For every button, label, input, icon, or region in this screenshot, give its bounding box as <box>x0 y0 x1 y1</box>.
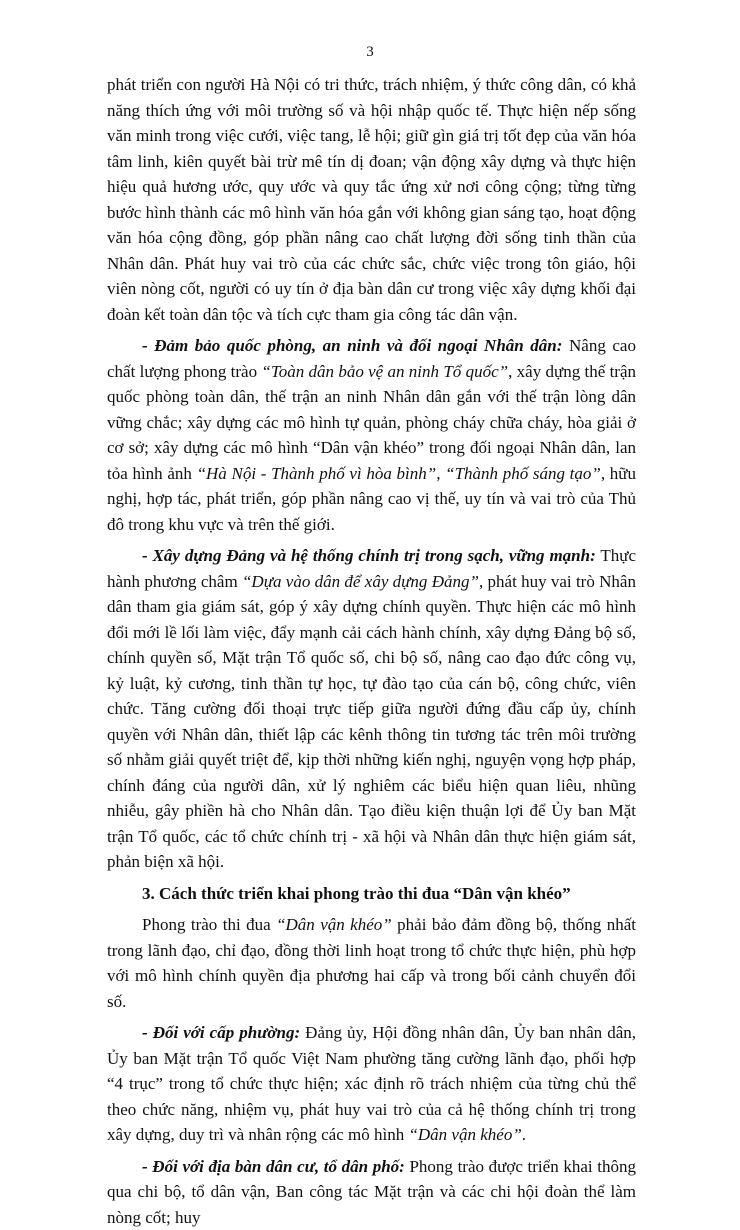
paragraph-lead: - Xây dựng Đảng và hệ thống chính trị trong sạch, vững mạnh: <box>142 546 596 565</box>
paragraph-lead: - Đảm bảo quốc phòng, an ninh và đối ngoại Nhân dân: <box>142 336 562 355</box>
paragraph-text: Phong trào thi đua <box>142 915 276 934</box>
quoted-slogan: “Dân vận khéo” <box>276 915 392 934</box>
paragraph-residential-area <box>107 1154 636 1230</box>
page-number: 3 <box>0 43 740 61</box>
paragraph-text: Nâng cao chất lượng phong trào <box>107 336 636 381</box>
paragraph-party-building <box>107 543 636 875</box>
paragraph-text: , <box>436 464 445 483</box>
paragraph-lead: - Đối với cấp phường: <box>142 1023 300 1042</box>
paragraph-lead: - Đối với địa bàn dân cư, tổ dân phố: <box>142 1157 405 1176</box>
document-body <box>107 72 636 1230</box>
quoted-slogan: “Dân vận khéo” <box>408 1125 521 1144</box>
quoted-slogan: “Hà Nội - Thành phố vì hòa bình” <box>197 464 437 483</box>
section-heading: 3. Cách thức triển khai phong trào thi đua “Dân vận khéo” <box>107 881 636 907</box>
paragraph-ward-level <box>107 1020 636 1148</box>
paragraph-text: , hữu nghị, hợp tác, phát triển, góp phần nâng cao vị thế, uy tín và vai trò của Thủ đô trong khu vực và trên thế giới. <box>107 464 636 534</box>
paragraph-text: phải bảo đảm đồng bộ, thống nhất trong lãnh đạo, chỉ đạo, đồng thời linh hoạt trong tổ chức thực hiện, phù hợp với mô hình chính quyền địa phương hai cấp và trong bối cảnh chuyển đổi số. <box>107 915 636 1011</box>
quoted-slogan: “Thành phố sáng tạo” <box>445 464 601 483</box>
paragraph-implementation <box>107 912 636 1014</box>
paragraph-text: . <box>522 1125 526 1144</box>
paragraph-text: Đảng ủy, Hội đồng nhân dân, Ủy ban nhân dân, Ủy ban Mặt trận Tổ quốc Việt Nam phường tăng cường lãnh đạo, phối hợp “4 trục” trong tổ chức thực hiện; xác định rõ trách nhiệm của từng chủ thể theo chức năng, nhiệm vụ, phát huy vai trò của cả hệ thống chính trị trong xây dựng, duy trì và nhân rộng các mô hình <box>107 1023 636 1144</box>
paragraph-text: Phong trào được triển khai thông qua chi bộ, tổ dân vận, Ban công tác Mặt trận và các chi hội đoàn thể làm nòng cốt; huy <box>107 1157 636 1227</box>
quoted-slogan: “Toàn dân bảo vệ an ninh Tổ quốc” <box>261 362 508 381</box>
paragraph-defense-security <box>107 333 636 537</box>
paragraph-text: Thực hành phương châm <box>107 546 636 591</box>
quoted-slogan: “Dựa vào dân để xây dựng Đảng” <box>242 572 479 591</box>
paragraph-text: , xây dựng thế trận quốc phòng toàn dân, thế trận an ninh Nhân dân gắn với thế trận lòng dân vững chắc; xây dựng các mô hình tự quản, phòng cháy chữa cháy, hòa giải ở cơ sở; xây dựng các mô hình “Dân vận khéo” trong đối ngoại Nhân dân, lan tỏa hình ảnh <box>107 362 636 483</box>
paragraph-text: , phát huy vai trò Nhân dân tham gia giám sát, góp ý xây dựng chính quyền. Thực hiện các mô hình đổi mới lề lối làm việc, đẩy mạnh cải cách hành chính, xây dựng Đảng bộ số, chính quyền số, Mặt trận Tổ quốc số, chi bộ số, nâng cao đạo đức công vụ, kỷ luật, kỷ cương, tinh thần tự học, tự đào tạo của cán bộ, công chức, viên chức. Tăng cường đối thoại trực tiếp giữa người đứng đầu cấp ủy, chính quyền với Nhân dân, thiết lập các kênh thông tin tương tác trên môi trường số nhằm giải quyết triệt để, kịp thời những kiến nghị, nguyện vọng hợp pháp, chính đáng của người dân, xử lý nghiêm các biểu hiện quan liêu, nhũng nhiễu, gây phiền hà cho Nhân dân. Tạo điều kiện thuận lợi để Ủy ban Mặt trận Tổ quốc, các tổ chức chính trị - xã hội và Nhân dân thực hiện giám sát, phản biện xã hội. <box>107 572 636 872</box>
paragraph-culture: phát triển con người Hà Nội có tri thức, trách nhiệm, ý thức công dân, có khả năng thích ứng với môi trường số và hội nhập quốc tế. Thực hiện nếp sống văn minh trong việc cưới, việc tang, lễ hội; giữ gìn giá trị tốt đẹp của văn hóa tâm linh, kiên quyết bài trừ mê tín dị đoan; vận động xây dựng và thực hiện hiệu quả hương ước, quy ước và quy tắc ứng xử nơi công cộng; từng từng bước hình thành các mô hình văn hóa gắn với không gian sáng tạo, hoạt động văn hóa cộng đồng, góp phần nâng cao chất lượng đời sống tinh thần của Nhân dân. Phát huy vai trò của các chức sắc, chức việc trong tôn giáo, hội viên nòng cốt, người có uy tín ở địa bàn dân cư trong việc xây dựng khối đại đoàn kết toàn dân tộc và tích cực tham gia công tác dân vận. <box>107 72 636 327</box>
